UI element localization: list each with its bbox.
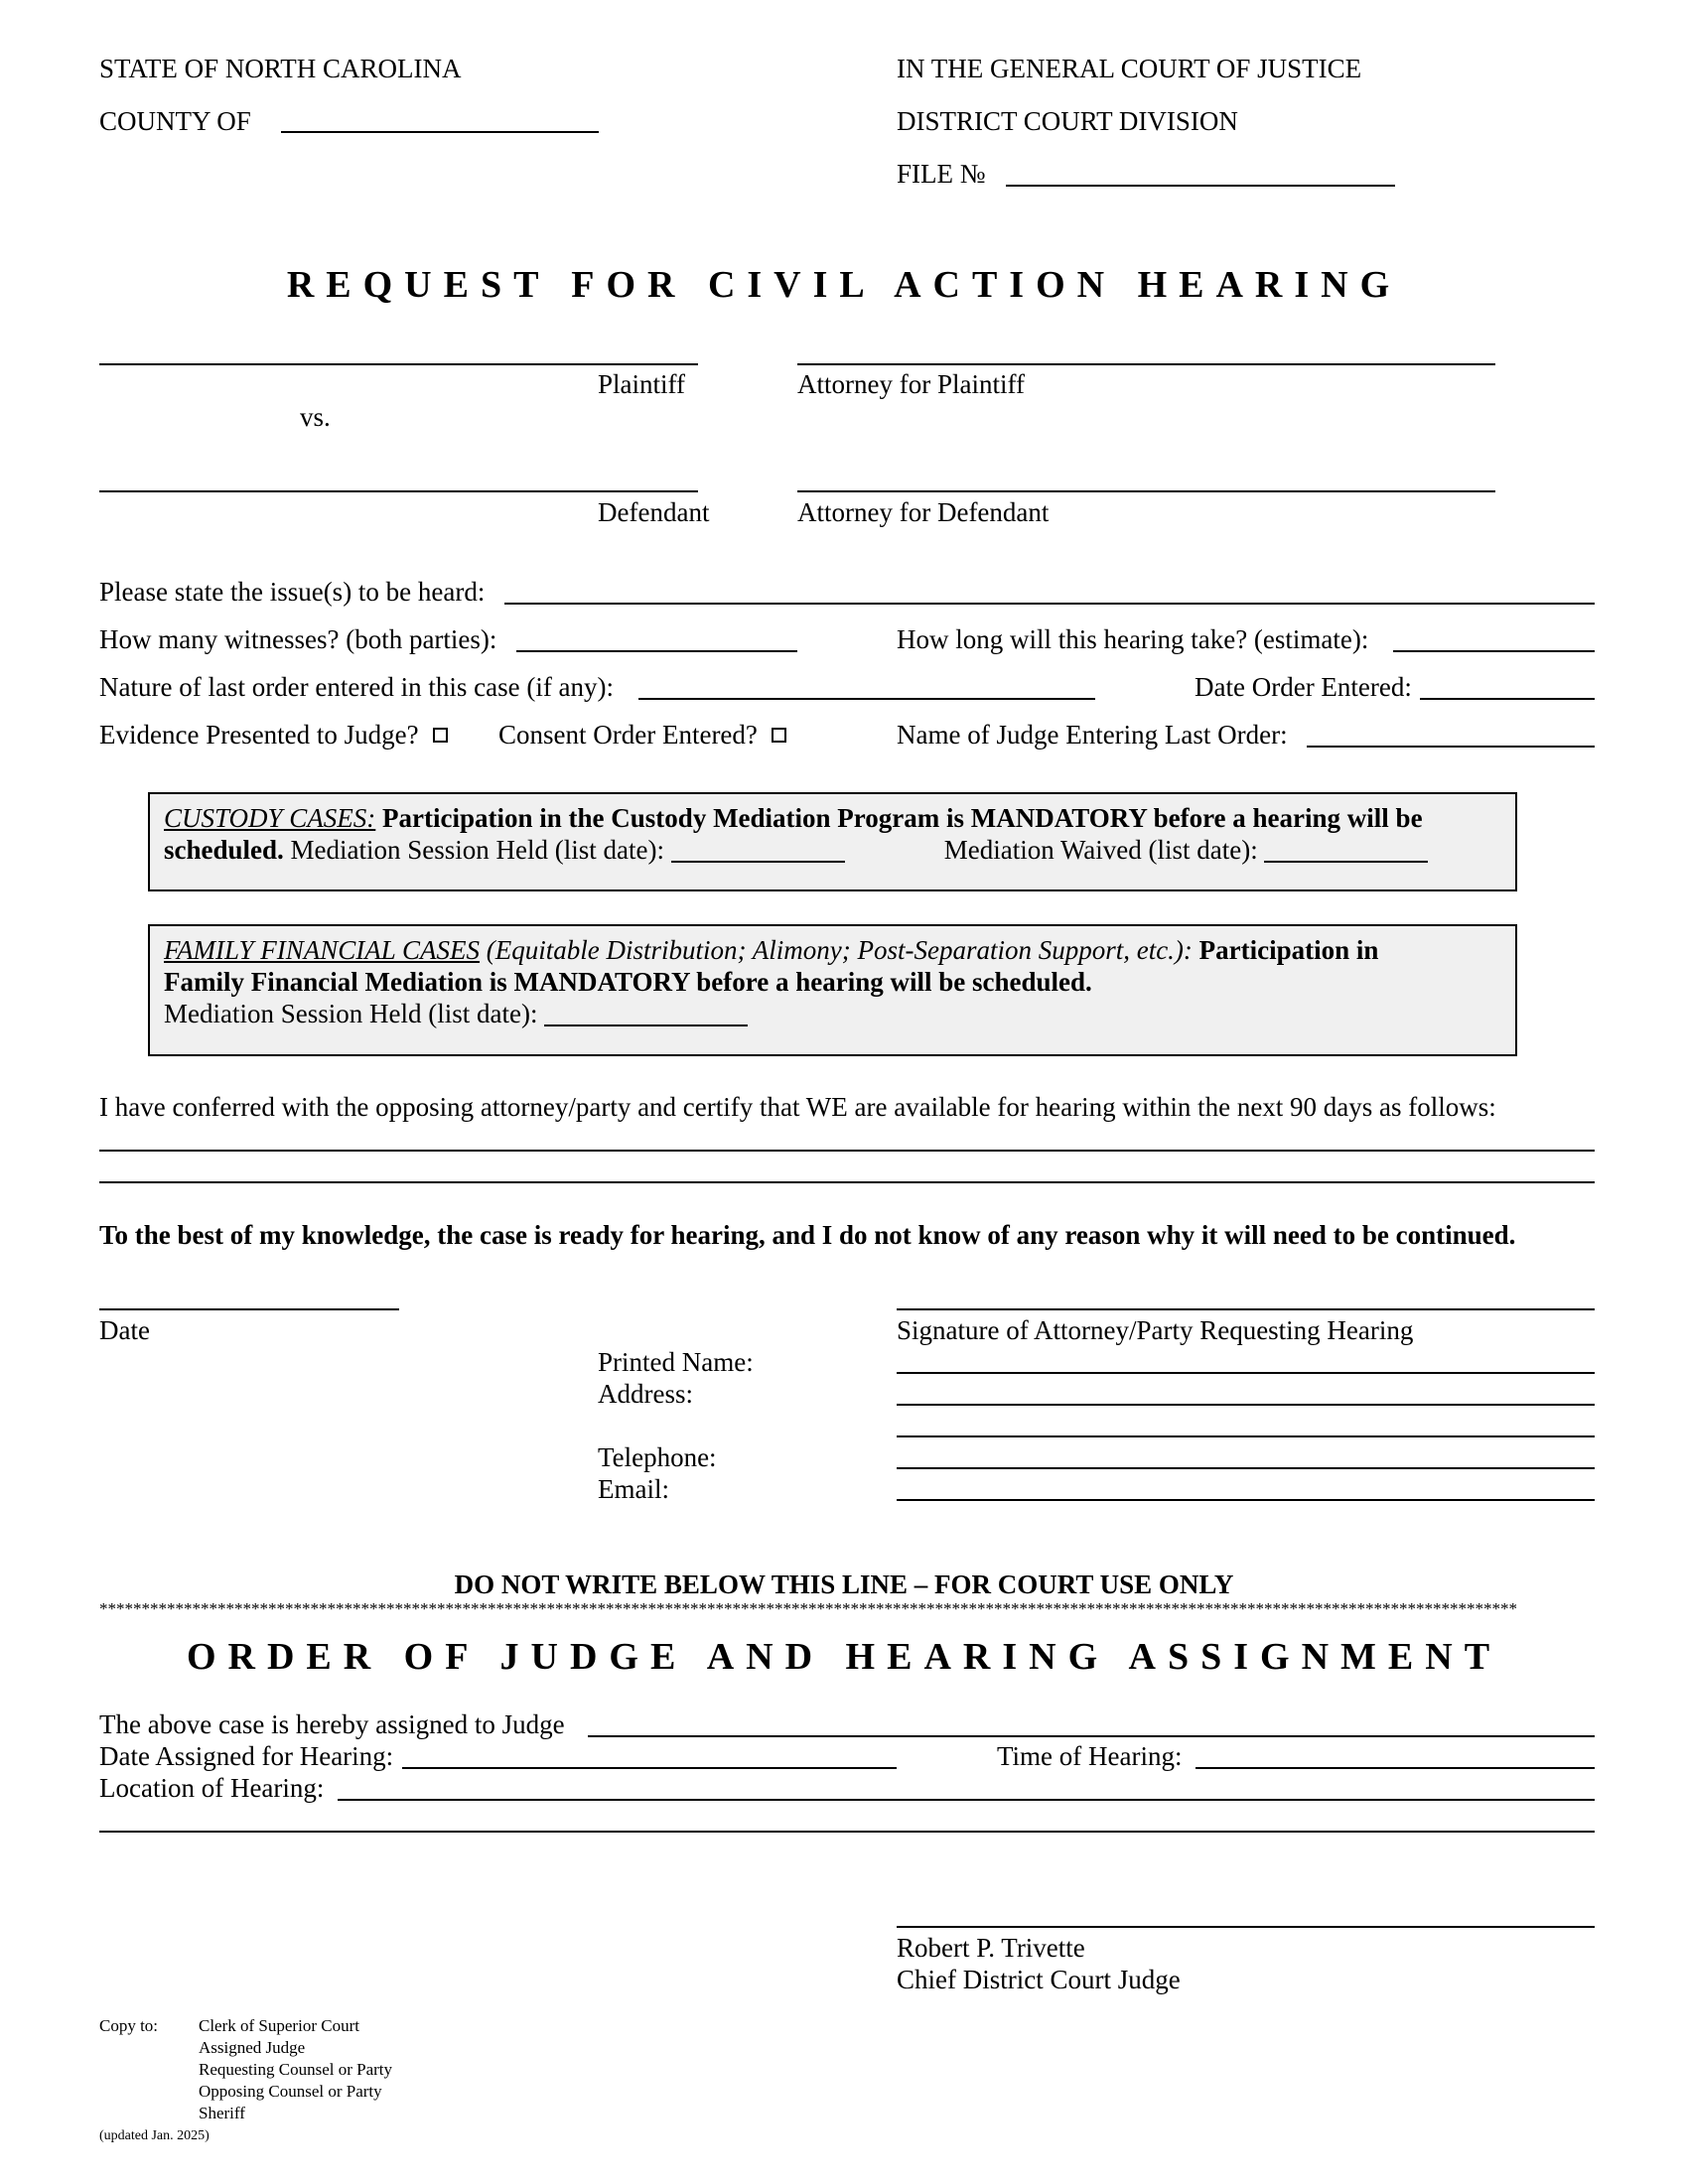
consent-checkbox[interactable]	[772, 728, 786, 743]
financial-session-label: Mediation Session Held (list date):	[164, 999, 538, 1028]
attorney-plaintiff-field[interactable]	[797, 363, 1495, 365]
financial-paren: (Equitable Distribution; Alimony; Post-Separation Support, etc.):	[486, 935, 1193, 965]
time-of-hearing-field[interactable]	[1196, 1767, 1595, 1769]
custody-notice-box	[148, 792, 1517, 891]
judge-signature-field[interactable]	[897, 1926, 1595, 1928]
financial-mandatory-text: Participation in	[1198, 935, 1379, 965]
judge-title: Chief District Court Judge	[897, 1965, 1181, 1994]
witnesses-field[interactable]	[516, 650, 797, 652]
location-field[interactable]	[338, 1799, 1595, 1801]
star-divider: ************************************************************************************************************************************************************************	[99, 1600, 1517, 1617]
date-label: Date	[99, 1315, 150, 1345]
court-use-notice: DO NOT WRITE BELOW THIS LINE – FOR COURT USE ONLY	[454, 1570, 1234, 1599]
date-order-field[interactable]	[1420, 698, 1595, 700]
email-label: Email:	[598, 1474, 669, 1504]
custody-waived-field[interactable]	[1264, 861, 1428, 863]
location-field-2[interactable]	[99, 1831, 1595, 1833]
last-order-field[interactable]	[638, 698, 1095, 700]
financial-session-field[interactable]	[544, 1024, 748, 1026]
financial-mandatory-text-2: Family Financial Mediation is MANDATORY before a hearing will be scheduled.	[164, 967, 1092, 997]
date-field[interactable]	[99, 1308, 399, 1310]
consent-label: Consent Order Entered?	[498, 722, 786, 749]
copy-recipient: Requesting Counsel or Party	[199, 2060, 393, 2079]
plaintiff-field[interactable]	[99, 363, 698, 365]
duration-label: How long will this hearing take? (estimate):	[897, 624, 1369, 654]
file-number-field[interactable]	[1006, 185, 1395, 187]
financial-heading: FAMILY FINANCIAL CASES	[164, 935, 480, 965]
copy-recipient: Sheriff	[199, 2104, 245, 2122]
judge-last-label: Name of Judge Entering Last Order:	[897, 720, 1288, 750]
evidence-label: Evidence Presented to Judge?	[99, 722, 448, 749]
telephone-field[interactable]	[897, 1467, 1595, 1469]
address-field-1[interactable]	[897, 1404, 1595, 1406]
address-field-2[interactable]	[897, 1435, 1595, 1437]
custody-session-label: Mediation Session Held (list date):	[290, 835, 664, 865]
issues-label: Please state the issue(s) to be heard:	[99, 577, 486, 607]
address-label: Address:	[598, 1379, 693, 1409]
witnesses-label: How many witnesses? (both parties):	[99, 624, 497, 654]
date-order-label: Date Order Entered:	[1195, 672, 1412, 702]
copy-recipient: Opposing Counsel or Party	[199, 2082, 382, 2101]
telephone-label: Telephone:	[598, 1442, 717, 1472]
confer-statement: I have conferred with the opposing attorney/party and certify that WE are available for hearing within the next 90 days as follows:	[99, 1092, 1496, 1122]
plaintiff-label: Plaintiff	[598, 369, 686, 399]
file-number-label: FILE №	[897, 159, 986, 189]
judge-last-field[interactable]	[1307, 746, 1595, 748]
copy-recipient: Clerk of Superior Court	[199, 2016, 359, 2035]
date-assigned-field[interactable]	[402, 1767, 897, 1769]
signature-label: Signature of Attorney/Party Requesting Hearing	[897, 1315, 1414, 1345]
copy-to-label: Copy to:	[99, 2016, 159, 2035]
email-field[interactable]	[897, 1499, 1595, 1501]
judge-name: Robert P. Trivette	[897, 1933, 1085, 1963]
custody-heading: CUSTODY CASES:	[164, 803, 376, 833]
assigned-judge-label: The above case is hereby assigned to Judge	[99, 1709, 565, 1739]
court-heading: IN THE GENERAL COURT OF JUSTICE	[897, 54, 1362, 83]
last-order-label: Nature of last order entered in this case (if any):	[99, 672, 615, 702]
attorney-plaintiff-label: Attorney for Plaintiff	[797, 369, 1025, 399]
state-heading: STATE OF NORTH CAROLINA	[99, 54, 462, 83]
defendant-label: Defendant	[598, 497, 710, 527]
attorney-defendant-label: Attorney for Defendant	[797, 497, 1050, 527]
date-assigned-label: Date Assigned for Hearing:	[99, 1741, 394, 1771]
issues-field[interactable]	[504, 603, 1595, 605]
location-label: Location of Hearing:	[99, 1773, 325, 1803]
division-heading: DISTRICT COURT DIVISION	[897, 106, 1238, 136]
form-title: REQUEST FOR CIVIL ACTION HEARING	[286, 264, 1402, 306]
availability-line-2[interactable]	[99, 1181, 1595, 1183]
updated-note: (updated Jan. 2025)	[99, 2128, 210, 2143]
printed-name-field[interactable]	[897, 1372, 1595, 1374]
evidence-checkbox[interactable]	[433, 728, 448, 743]
versus-label: vs.	[300, 402, 331, 432]
financial-notice-box	[148, 924, 1517, 1056]
copy-recipient: Assigned Judge	[199, 2038, 306, 2057]
duration-field[interactable]	[1393, 650, 1595, 652]
printed-name-label: Printed Name:	[598, 1347, 754, 1377]
custody-mandatory-text: Participation in the Custody Mediation Program is MANDATORY before a hearing will be	[382, 803, 1423, 833]
defendant-field[interactable]	[99, 490, 698, 492]
custody-mandatory-text-2: scheduled.	[164, 835, 284, 865]
signature-field[interactable]	[897, 1308, 1595, 1310]
order-title: ORDER OF JUDGE AND HEARING ASSIGNMENT	[186, 1636, 1502, 1678]
assigned-judge-field[interactable]	[588, 1735, 1595, 1737]
attorney-defendant-field[interactable]	[797, 490, 1495, 492]
ready-statement: To the best of my knowledge, the case is ready for hearing, and I do not know of any reason why it will need to be continued.	[99, 1220, 1516, 1250]
county-field[interactable]	[281, 131, 599, 133]
custody-session-field[interactable]	[671, 861, 845, 863]
county-label: COUNTY OF	[99, 106, 251, 136]
availability-line-1[interactable]	[99, 1150, 1595, 1152]
time-of-hearing-label: Time of Hearing:	[997, 1741, 1183, 1771]
custody-waived-label: Mediation Waived (list date):	[943, 835, 1258, 865]
